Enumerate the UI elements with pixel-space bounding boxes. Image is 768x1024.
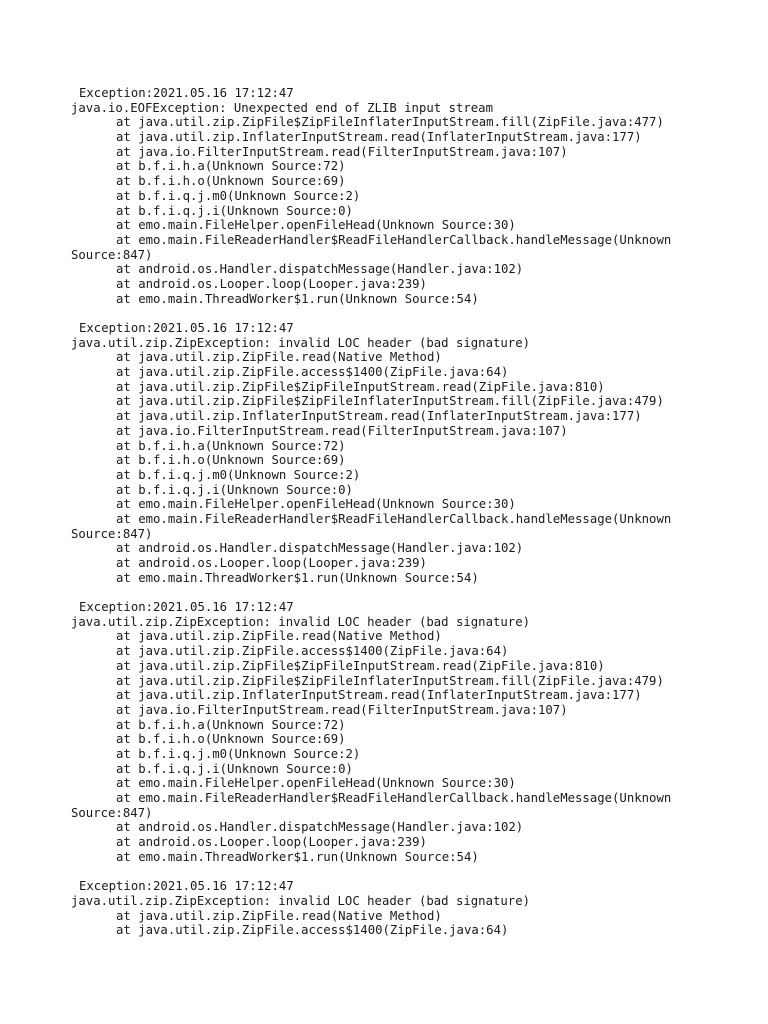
stack-frame: at java.util.zip.ZipFile.access$1400(ZipFile.java:64) — [116, 365, 509, 380]
stack-frame: at java.util.zip.ZipFile$ZipFileInputStream.read(ZipFile.java:810) — [116, 658, 605, 673]
stack-frame: at java.util.zip.ZipFile.access$1400(ZipFile.java:64) — [116, 923, 509, 938]
stack-frame-continuation: Source:847) — [71, 805, 153, 820]
stack-frame: at android.os.Looper.loop(Looper.java:239) — [116, 276, 427, 291]
exception-message: java.io.EOFException: Unexpected end of ZLIB input stream — [71, 100, 493, 115]
log-entry-header: Exception:2021.05.16 17:12:47 — [79, 86, 294, 100]
stack-frame: at b.f.i.h.a(Unknown Source:72) — [116, 438, 346, 453]
stack-frame: at b.f.i.q.j.i(Unknown Source:0) — [116, 482, 353, 497]
stack-frame: at b.f.i.h.o(Unknown Source:69) — [116, 174, 346, 189]
stack-frame: at android.os.Handler.dispatchMessage(Handler.java:102) — [116, 262, 524, 277]
stack-frame: at java.io.FilterInputStream.read(FilterInputStream.java:107) — [116, 423, 568, 438]
stack-frame: at emo.main.ThreadWorker$1.run(Unknown Source:54) — [116, 570, 479, 585]
stack-frame: at b.f.i.q.j.i(Unknown Source:0) — [116, 761, 353, 776]
stack-frame: at emo.main.ThreadWorker$1.run(Unknown Source:54) — [116, 849, 479, 864]
stack-frame-continuation: Source:847) — [71, 526, 153, 541]
stack-frame: at b.f.i.q.j.m0(Unknown Source:2) — [116, 467, 361, 482]
stack-frame: at emo.main.FileHelper.openFileHead(Unknown Source:30) — [116, 497, 516, 512]
stack-frame-continuation: Source:847) — [71, 247, 153, 262]
exception-log — [71, 86, 761, 953]
stack-frame: at android.os.Handler.dispatchMessage(Handler.java:102) — [116, 541, 524, 556]
stack-frame: at java.util.zip.ZipFile.access$1400(ZipFile.java:64) — [116, 644, 509, 659]
stack-frame: at java.util.zip.InflaterInputStream.read(InflaterInputStream.java:177) — [116, 130, 642, 145]
stack-frame: at java.util.zip.ZipFile$ZipFileInflaterInputStream.fill(ZipFile.java:479) — [116, 394, 664, 409]
log-entry-header: Exception:2021.05.16 17:12:47 — [79, 321, 294, 335]
stack-frame: at emo.main.FileReaderHandler$ReadFileHandlerCallback.handleMessage(Unknown — [116, 791, 672, 805]
log-entry — [71, 600, 761, 864]
stack-frame: at java.util.zip.ZipFile$ZipFileInflaterInputStream.fill(ZipFile.java:477) — [116, 115, 664, 130]
stack-frame: at b.f.i.q.j.i(Unknown Source:0) — [116, 203, 353, 218]
stack-frame: at emo.main.ThreadWorker$1.run(Unknown Source:54) — [116, 291, 479, 306]
stack-frame: at java.io.FilterInputStream.read(FilterInputStream.java:107) — [116, 144, 568, 159]
stack-frame: at java.util.zip.ZipFile$ZipFileInflaterInputStream.fill(ZipFile.java:479) — [116, 673, 664, 688]
exception-message: java.util.zip.ZipException: invalid LOC header (bad signature) — [71, 614, 531, 629]
stack-frame: at android.os.Looper.loop(Looper.java:239) — [116, 835, 427, 850]
stack-frame: at b.f.i.q.j.m0(Unknown Source:2) — [116, 188, 361, 203]
stack-frame: at java.util.zip.ZipFile.read(Native Method) — [116, 908, 442, 923]
exception-message: java.util.zip.ZipException: invalid LOC header (bad signature) — [71, 893, 531, 908]
stack-frame: at b.f.i.q.j.m0(Unknown Source:2) — [116, 746, 361, 761]
stack-frame: at emo.main.FileHelper.openFileHead(Unknown Source:30) — [116, 776, 516, 791]
stack-frame: at emo.main.FileReaderHandler$ReadFileHandlerCallback.handleMessage(Unknown — [116, 511, 672, 526]
exception-message: java.util.zip.ZipException: invalid LOC header (bad signature) — [71, 335, 531, 350]
stack-frame: at java.util.zip.InflaterInputStream.read(InflaterInputStream.java:177) — [116, 688, 642, 703]
stack-frame: at b.f.i.h.a(Unknown Source:72) — [116, 717, 346, 732]
log-entry-header: Exception:2021.05.16 17:12:47 — [79, 600, 294, 615]
stack-frame: at b.f.i.h.o(Unknown Source:69) — [116, 732, 346, 747]
stack-frame: at java.util.zip.ZipFile.read(Native Method) — [116, 629, 442, 644]
stack-frame: at b.f.i.h.o(Unknown Source:69) — [116, 453, 346, 468]
stack-frame: at b.f.i.h.a(Unknown Source:72) — [116, 159, 346, 174]
log-entry — [71, 86, 761, 306]
stack-frame: at emo.main.FileHelper.openFileHead(Unknown Source:30) — [116, 218, 516, 233]
stack-frame: at java.util.zip.InflaterInputStream.read(InflaterInputStream.java:177) — [116, 409, 642, 424]
log-entry — [71, 321, 761, 585]
stack-frame: at emo.main.FileReaderHandler$ReadFileHandlerCallback.handleMessage(Unknown — [116, 232, 672, 247]
log-entry — [71, 879, 761, 938]
stack-frame: at android.os.Handler.dispatchMessage(Handler.java:102) — [116, 820, 524, 835]
stack-frame: at java.util.zip.ZipFile$ZipFileInputStream.read(ZipFile.java:810) — [116, 379, 605, 394]
log-entry-header: Exception:2021.05.16 17:12:47 — [79, 879, 294, 894]
stack-frame: at java.io.FilterInputStream.read(FilterInputStream.java:107) — [116, 702, 568, 717]
stack-frame: at java.util.zip.ZipFile.read(Native Method) — [116, 350, 442, 365]
stack-frame: at android.os.Looper.loop(Looper.java:239) — [116, 556, 427, 570]
